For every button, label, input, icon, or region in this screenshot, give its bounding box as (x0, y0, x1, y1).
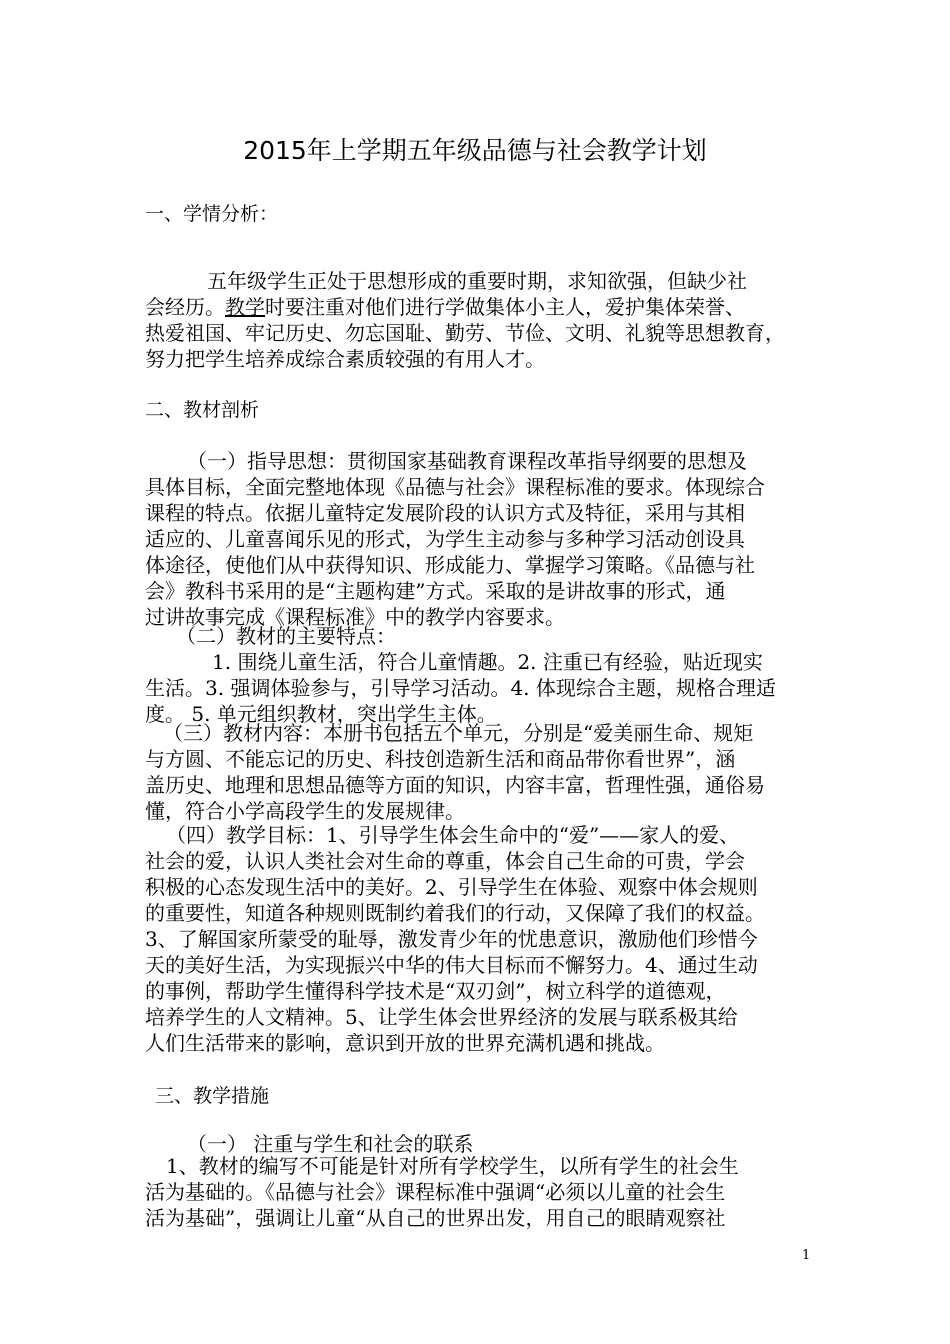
paragraph-line: 具体目标，全面完整地体现《品德与社会》课程标准的要求。体现综合 (145, 475, 765, 499)
paragraph-line: 3、了解国家所蒙受的耻辱，激发青少年的忧患意识，激励他们珍惜今 (145, 927, 758, 951)
paragraph-line: 课程的特点。依据儿童特定发展阶段的认识方式及特征，采用与其相 (145, 501, 745, 525)
paragraph-line: 活为基础”，强调让儿童“从自己的世界出发，用自己的眼睛观察社 (145, 1206, 726, 1230)
paragraph-line: （四）教学目标：1、引导学生体会生命中的“爱”——家人的爱、 (166, 823, 740, 847)
paragraph-line: 培养学生的人文精神。5、让学生体会世界经济的发展与联系极其给 (145, 1005, 738, 1029)
paragraph-line: 过讲故事完成《课程标准》中的教学内容要求。 (145, 605, 565, 629)
paragraph-line: 人们生活带来的影响，意识到开放的世界充满机遇和挑战。 (145, 1031, 665, 1055)
paragraph-line: （三）教材内容：本册书包括五个单元，分别是“爱美丽生命、规矩 (163, 721, 754, 745)
paragraph-line (145, 294, 745, 320)
paragraph-line: （二）教材的主要特点： (176, 624, 396, 648)
paragraph-line: 度。 5. 单元组织教材，突出学生主体。 (145, 702, 497, 726)
paragraph-line: 五年级学生正处于思想形成的重要时期，求知欲强，但缺少社 (207, 269, 747, 293)
section-heading-textbook: 二、教材剖析 (145, 399, 260, 421)
paragraph-line: 体途径，使他们从中获得知识、形成能力、掌握学习策略。《品德与社 (145, 553, 755, 577)
paragraph-text: 时要注重对他们进行学做集体小主人，爱护集体荣誉、 (265, 295, 745, 319)
paragraph-line: 天的美好生活，为实现振兴中华的伟大目标而不懈努力。4、通过生动 (145, 953, 758, 977)
paragraph-line: 的重要性，知道各种规则既制约着我们的行动，又保障了我们的权益。 (145, 901, 765, 925)
paragraph-line: 努力把学生培养成综合素质较强的有用人才。 (145, 347, 545, 371)
paragraph-line: 懂，符合小学高段学生的发展规律。 (145, 799, 465, 823)
paragraph-line: 适应的、儿童喜闻乐见的形式，为学生主动参与多种学习活动创设具 (145, 527, 745, 551)
paragraph-line: （一）指导思想：贯彻国家基础教育课程改革指导纲要的思想及 (187, 449, 747, 473)
paragraph-line: 积极的心态发现生活中的美好。2、引导学生在体验、观察中体会规则 (145, 875, 758, 899)
paragraph-line: 活为基础的。《品德与社会》课程标准中强调“必须以儿童的社会生 (145, 1180, 726, 1204)
hyperlink-text[interactable]: 教学 (225, 295, 265, 319)
paragraph-line: 盖历史、地理和思想品德等方面的知识，内容丰富，哲理性强，通俗易 (145, 773, 765, 797)
paragraph-line: 与方圆、不能忘记的历史、科技创造新生活和商品带你看世界”，涵 (145, 747, 736, 771)
paragraph-text: 会经历。 (145, 295, 225, 319)
paragraph-line: 社会的爱，认识人类社会对生命的尊重，体会自己生命的可贵，学会 (145, 849, 745, 873)
paragraph-line: 生活。3. 强调体验参与，引导学习活动。4. 体现综合主题，规格合理适 (145, 676, 776, 700)
paragraph-line: （一） 注重与学生和社会的联系 (187, 1132, 474, 1156)
document-title: 2015年上学期五年级品德与社会教学计划 (243, 136, 707, 165)
page-number: 1 (802, 1248, 811, 1263)
paragraph-line: 的事例，帮助学生懂得科学技术是“双刃剑”，树立科学的道德观， (145, 979, 726, 1003)
paragraph-line: 1. 围绕儿童生活，符合儿童情趣。2. 注重已有经验，贴近现实 (212, 650, 763, 674)
section-heading-analysis: 一、学情分析： (145, 203, 279, 225)
section-heading-measures: 三、教学措施 (155, 1085, 270, 1107)
paragraph-line: 1、教材的编写不可能是针对所有学校学生，以所有学生的社会生 (166, 1154, 739, 1178)
paragraph-line: 会》教科书采用的是“主题构建”方式。采取的是讲故事的形式，通 (145, 579, 726, 603)
paragraph-line: 热爱祖国、牢记历史、勿忘国耻、勤劳、节俭、文明、礼貌等思想教育， (145, 321, 785, 345)
